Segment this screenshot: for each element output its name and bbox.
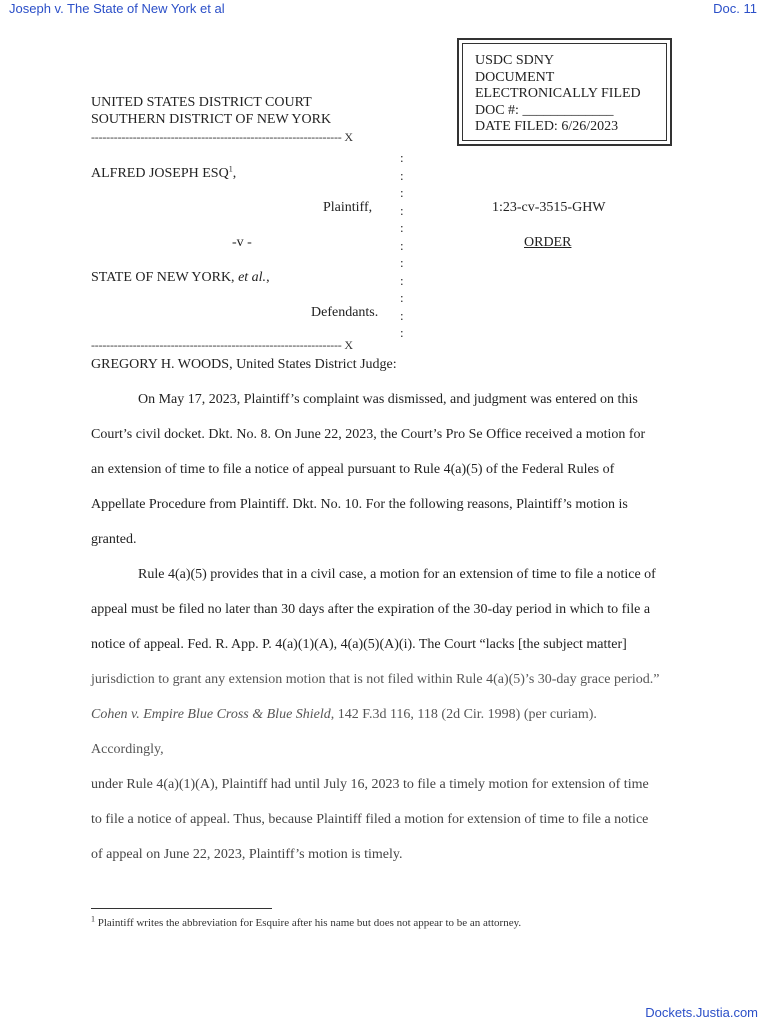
filing-stamp <box>457 38 672 146</box>
caption-colon: : <box>400 307 404 323</box>
footnote-reference: 1 <box>228 164 233 174</box>
caption-colon: : <box>400 185 404 200</box>
defendant-name-text: STATE OF NEW YORK, <box>91 270 239 285</box>
plaintiff-label: Plaintiff, <box>323 200 373 215</box>
paragraph-line <box>91 557 671 592</box>
paragraph-line-citation <box>91 697 671 767</box>
caption-colon: : <box>400 290 404 305</box>
caption-rule-top: ------------------------------------------------------------------ X <box>91 130 353 144</box>
defendant-name-suffix: , <box>266 270 270 285</box>
paragraph-line: appeal must be filed no later than 30 days after the expiration of the 30-day period in which to file a <box>91 602 651 617</box>
paragraph-line-text: Rule 4(a)(5) provides that in a civil case, a motion for an extension of time to file a notice of <box>138 567 656 582</box>
case-number: 1:23-cv-3515-GHW <box>492 200 606 215</box>
document-title: ORDER <box>524 235 572 250</box>
stamp-line-3: ELECTRONICALLY FILED <box>475 86 641 102</box>
body-paragraph-2 <box>91 557 671 872</box>
body-paragraph-1 <box>91 382 671 557</box>
court-district: SOUTHERN DISTRICT OF NEW YORK <box>91 112 332 127</box>
footnote <box>91 916 521 930</box>
stamp-line-4: DOC #: _____________ <box>475 102 614 118</box>
case-citation-rest: , 142 F.3d 116, 118 (2d Cir. 1998) (per curiam). Accordingly, <box>91 707 597 757</box>
caption-rule-bottom: ------------------------------------------------------------------ X <box>91 338 353 352</box>
plaintiff-name-text: ALFRED JOSEPH ESQ <box>91 166 229 181</box>
footnote-divider <box>91 908 272 909</box>
defendant-et-al: et al. <box>238 270 267 285</box>
stamp-line-5: DATE FILED: 6/26/2023 <box>475 119 619 135</box>
caption-colon: : <box>400 150 404 165</box>
paragraph-line-text: On May 17, 2023, Plaintiff’s complaint was dismissed, and judgment was entered on this <box>138 392 638 407</box>
paragraph-line: granted. <box>91 532 137 547</box>
judge-line: GREGORY H. WOODS, United States District Judge: <box>91 357 397 372</box>
caption-colon: : <box>400 237 404 253</box>
paragraph-line: to file a notice of appeal. Thus, because Plaintiff filed a motion for extension of time to file a notice <box>91 812 649 827</box>
footnote-mark: 1 <box>91 914 95 924</box>
defendant-label: Defendants. <box>311 305 379 320</box>
case-title-header[interactable]: Joseph v. The State of New York et al <box>9 1 225 16</box>
caption-colon-column <box>400 149 404 342</box>
plaintiff-name <box>91 166 236 182</box>
doc-number-header[interactable]: Doc. 11 <box>713 1 757 16</box>
versus-label: -v - <box>232 235 252 250</box>
caption-colon: : <box>400 167 404 183</box>
caption-colon: : <box>400 255 404 270</box>
plaintiff-name-suffix: , <box>232 166 237 181</box>
paragraph-line: an extension of time to file a notice of appeal pursuant to Rule 4(a)(5) of the Federal Rules of <box>91 462 615 477</box>
stamp-line-2: DOCUMENT <box>475 69 555 85</box>
paragraph-line: under Rule 4(a)(1)(A), Plaintiff had until July 16, 2023 to file a timely motion for extension of time <box>91 777 649 792</box>
paragraph-line: of appeal on June 22, 2023, Plaintiff’s motion is timely. <box>91 847 403 862</box>
paragraph-line: Court’s civil docket. Dkt. No. 8. On June 22, 2023, the Court’s Pro Se Office received a motion for <box>91 427 646 442</box>
paragraph-line <box>91 382 671 417</box>
case-citation-name: Cohen v. Empire Blue Cross & Blue Shield <box>91 707 331 722</box>
caption-colon: : <box>400 272 404 288</box>
defendant-name <box>91 270 270 286</box>
caption-colon: : <box>400 220 404 235</box>
stamp-line-1: USDC SDNY <box>475 53 554 68</box>
paragraph-line: Appellate Procedure from Plaintiff. Dkt. No. 10. For the following reasons, Plaintiff’s motion is <box>91 497 628 512</box>
footnote-text: Plaintiff writes the abbreviation for Esquire after his name but does not appear to be an attorney. <box>95 917 522 929</box>
caption-colon: : <box>400 202 404 218</box>
paragraph-line: notice of appeal. Fed. R. App. P. 4(a)(1)(A), 4(a)(5)(A)(i). The Court “lacks [the subject matter] <box>91 637 627 652</box>
paragraph-line: jurisdiction to grant any extension motion that is not filed within Rule 4(a)(5)’s 30-day grace period.” <box>91 672 660 687</box>
caption-colon: : <box>400 325 404 340</box>
court-name: UNITED STATES DISTRICT COURT <box>91 95 312 110</box>
filing-stamp-inner <box>462 43 667 141</box>
justia-footer-link[interactable]: Dockets.Justia.com <box>645 1005 758 1020</box>
